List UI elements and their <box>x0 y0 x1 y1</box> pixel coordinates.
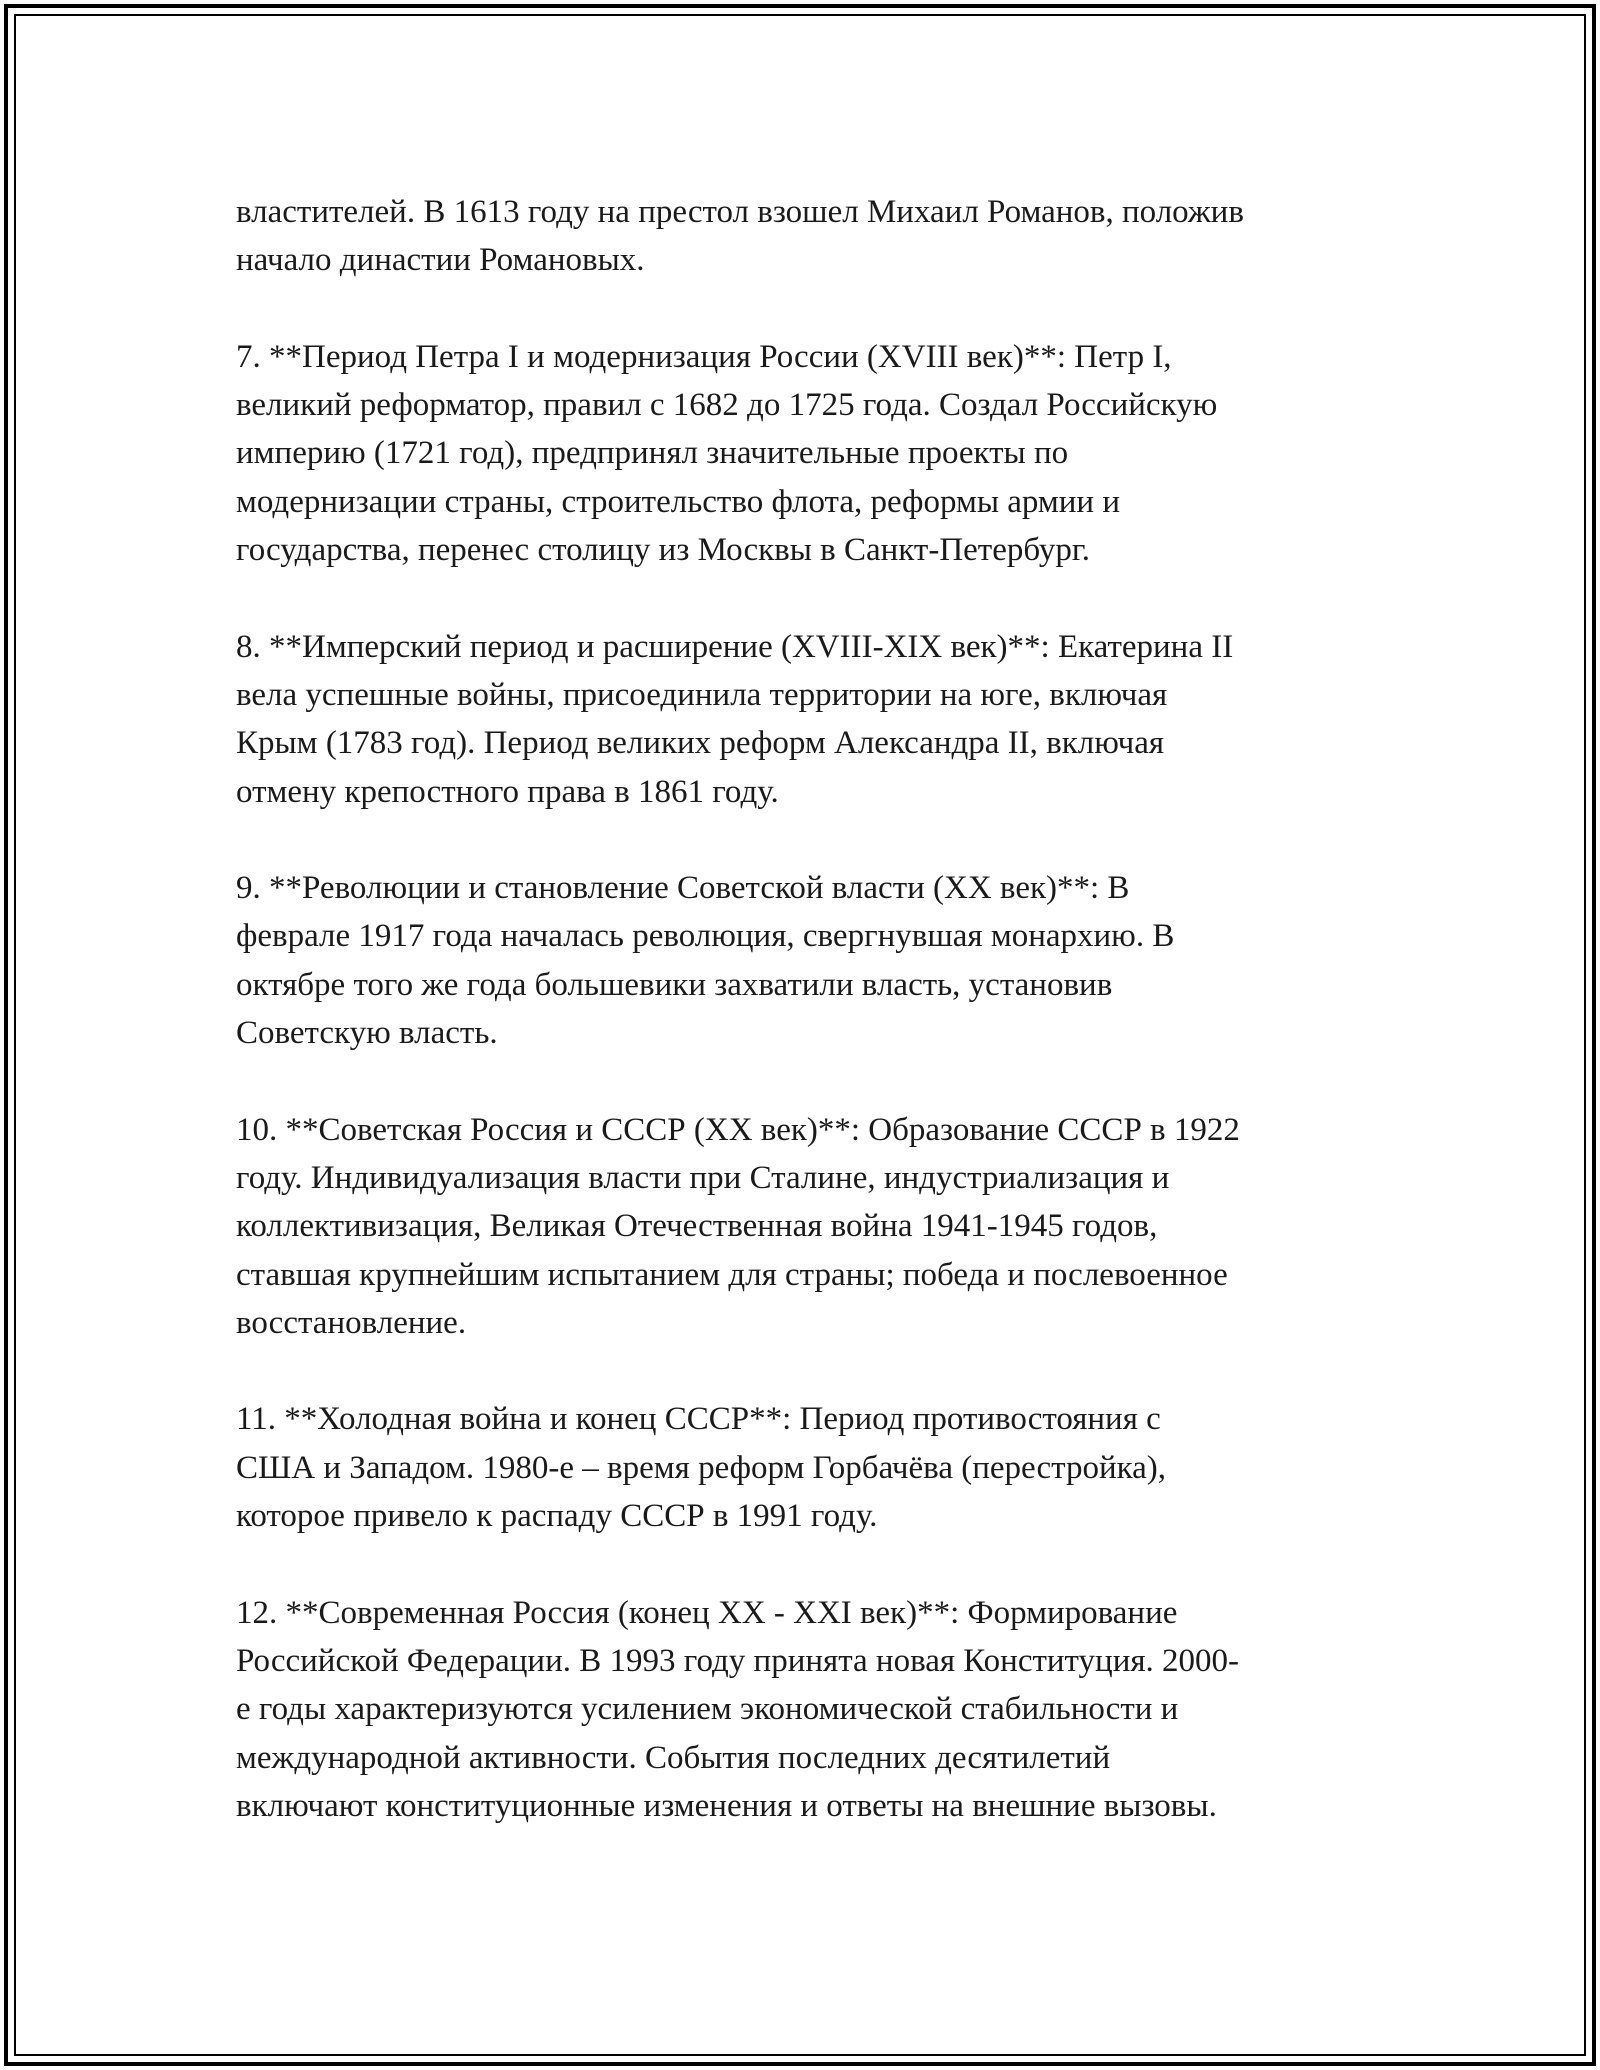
paragraph-peter-i-period: 7. **Период Петра I и модернизация России (XVIII век)**: Петр I, великий реформатор, правил с 1682 до 1725 года. Создал Российскую империю (1721 год), предпринял значительные проекты по модернизации страны, строительство флота, реформы армии и государства, перенес столицу из Москвы в Санкт-Петербург. <box>236 338 1218 569</box>
paragraph-modern-russia: 12. **Современная Россия (конец XX - XXI век)**: Формирование Российской Федерации. В 1993 году принята новая Конституция. 2000- е годы характеризуются усилением экономической стабильности и международной активности. События последних десятилетий включают конституционные изменения и ответы на внешние вызовы. <box>236 1594 1240 1824</box>
paragraph-imperial-period: 8. **Имперский период и расширение (XVIII-XIX век)**: Екатерина II вела успешные войны, присоединила территории на юге, включая Крым (1783 год). Период великих реформ Александра II, включая отмену крепостного права в 1861 году. <box>236 628 1234 810</box>
paragraph-soviet-russia: 10. **Советская Россия и СССР (XX век)**: Образование СССР в 1922 году. Индивидуализация власти при Сталине, индустриализация и коллективизация, Великая Отечественная война 1941-1945 годов, ставшая крупнейшим испытанием для страны; победа и послевоенное восстановление. <box>236 1111 1240 1341</box>
document-body <box>236 188 1366 1878</box>
paragraph-cold-war: 11. **Холодная война и конец СССР**: Период противостояния с США и Западом. 1980-е – время реформ Горбачёва (перестройка), которое привело к распаду СССР в 1991 году. <box>236 1401 1167 1535</box>
paragraph-continuation: властителей. В 1613 году на престол взошел Михаил Романов, положив начало династии Романовых. <box>236 194 1244 279</box>
paragraph-revolutions: 9. **Революции и становление Советской власти (XX век)**: В феврале 1917 года началась революция, свергнувшая монархию. В октябре того же года большевики захватили власть, установив Советскую власть. <box>236 870 1175 1052</box>
